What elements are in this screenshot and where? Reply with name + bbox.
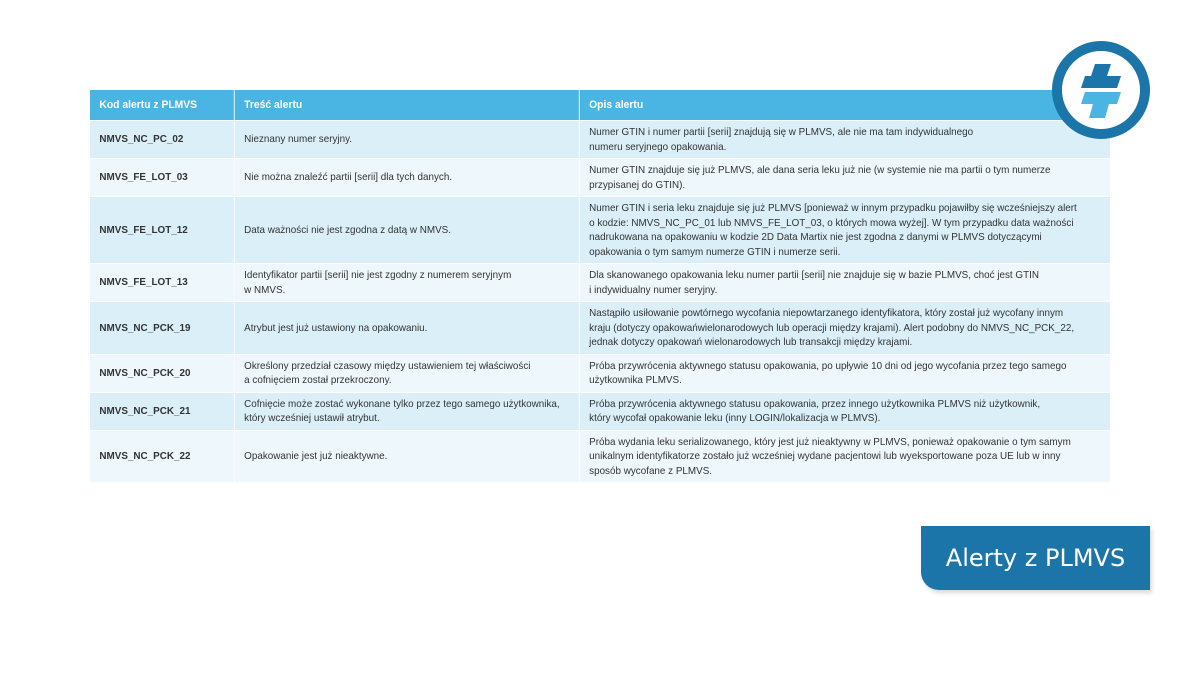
header-alert-code: Kod alertu z PLMVS bbox=[90, 90, 235, 120]
alert-content-cell: Nie można znaleźć partii [serii] dla tych danych. bbox=[235, 158, 580, 196]
alert-description-cell: Próba przywrócenia aktywnego statusu opakowania, po upływie 10 dni od jego wycofania przez tego samego użytkownika PLMVS. bbox=[580, 354, 1110, 392]
alert-content-cell: Nieznany numer seryjny. bbox=[235, 120, 580, 158]
table-row bbox=[90, 354, 1110, 392]
table-header-row bbox=[90, 90, 1110, 120]
alert-code-cell: NMVS_NC_PCK_22 bbox=[90, 430, 235, 483]
alert-description-cell: Dla skanowanego opakowania leku numer partii [serii] nie znajduje się w bazie PLMVS, choć jest GTIN i indywidualny numer seryjny. bbox=[580, 263, 1110, 301]
alert-code-cell: NMVS_NC_PCK_20 bbox=[90, 354, 235, 392]
alert-description-cell: Numer GTIN i numer partii [serii] znajdują się w PLMVS, ale nie ma tam indywidualnego numeru seryjnego opakowania. bbox=[580, 120, 1110, 158]
alert-content-cell: Cofnięcie może zostać wykonane tylko przez tego samego użytkownika, który wcześniej ustawił atrybut. bbox=[235, 392, 580, 430]
table-row bbox=[90, 120, 1110, 158]
table-row bbox=[90, 301, 1110, 354]
table-row bbox=[90, 158, 1110, 196]
alert-content-cell: Identyfikator partii [serii] nie jest zgodny z numerem seryjnym w NMVS. bbox=[235, 263, 580, 301]
alert-code-cell: NMVS_FE_LOT_13 bbox=[90, 263, 235, 301]
alert-description-cell: Numer GTIN znajduje się już PLMVS, ale dana seria leku już nie (w systemie nie ma partii o tym numerze przypisanej do GTIN). bbox=[580, 158, 1110, 196]
alert-content-cell: Opakowanie jest już nieaktywne. bbox=[235, 430, 580, 483]
page-title-badge bbox=[921, 526, 1150, 590]
alert-description-cell: Próba przywrócenia aktywnego statusu opakowania, przez innego użytkownika PLMVS niż użytkownik, który wycofał opakowanie leku (inny LOGIN/lokalizacja w PLMVS). bbox=[580, 392, 1110, 430]
table-row bbox=[90, 430, 1110, 483]
alerts-table bbox=[90, 90, 1110, 482]
table-row bbox=[90, 392, 1110, 430]
alert-code-cell: NMVS_FE_LOT_03 bbox=[90, 158, 235, 196]
medical-cross-logo-icon bbox=[1051, 40, 1151, 140]
alert-description-cell: Numer GTIN i seria leku znajduje się już PLMVS [ponieważ w innym przypadku pojawiłby się wcześniejszy alert o kodzie: NMVS_NC_PC_01 lub NMVS_FE_LOT_03, o których mowa wyżej]. W tym przypadku data ważności nadrukowana na opakowaniu w kodzie 2D Data Martix nie jest zgodna z danymi w PLMVS dotyczącymi opakowania o tym samym numerze GTIN i numerze serii. bbox=[580, 196, 1110, 263]
header-alert-description: Opis alertu bbox=[580, 90, 1110, 120]
table-row bbox=[90, 263, 1110, 301]
alert-content-cell: Data ważności nie jest zgodna z datą w NMVS. bbox=[235, 196, 580, 263]
alert-code-cell: NMVS_NC_PCK_21 bbox=[90, 392, 235, 430]
page-title: Alerty z PLMVS bbox=[945, 544, 1126, 572]
table-row bbox=[90, 196, 1110, 263]
alert-code-cell: NMVS_NC_PC_02 bbox=[90, 120, 235, 158]
header-alert-content: Treść alertu bbox=[235, 90, 580, 120]
alert-content-cell: Określony przedział czasowy między ustawieniem tej właściwości a cofnięciem został przekroczony. bbox=[235, 354, 580, 392]
alert-code-cell: NMVS_FE_LOT_12 bbox=[90, 196, 235, 263]
alert-code-cell: NMVS_NC_PCK_19 bbox=[90, 301, 235, 354]
alert-content-cell: Atrybut jest już ustawiony na opakowaniu. bbox=[235, 301, 580, 354]
alert-description-cell: Nastąpiło usiłowanie powtórnego wycofania niepowtarzanego identyfikatora, który został już wycofany innym kraju (dotyczy opakowańwielonarodowych lub operacji między krajami). Alert podobny do NMVS_NC_PCK_22, jednak dotyczy opakowań wielonarodowych lub transakcji między krajami. bbox=[580, 301, 1110, 354]
alert-description-cell: Próba wydania leku serializowanego, który jest już nieaktywny w PLMVS, ponieważ opakowanie o tym samym unikalnym identyfikatorze zostało już wcześniej wydane pacjentowi lub wyeksportowane poza UE lub w inny sposób wycofane z PLMVS. bbox=[580, 430, 1110, 483]
